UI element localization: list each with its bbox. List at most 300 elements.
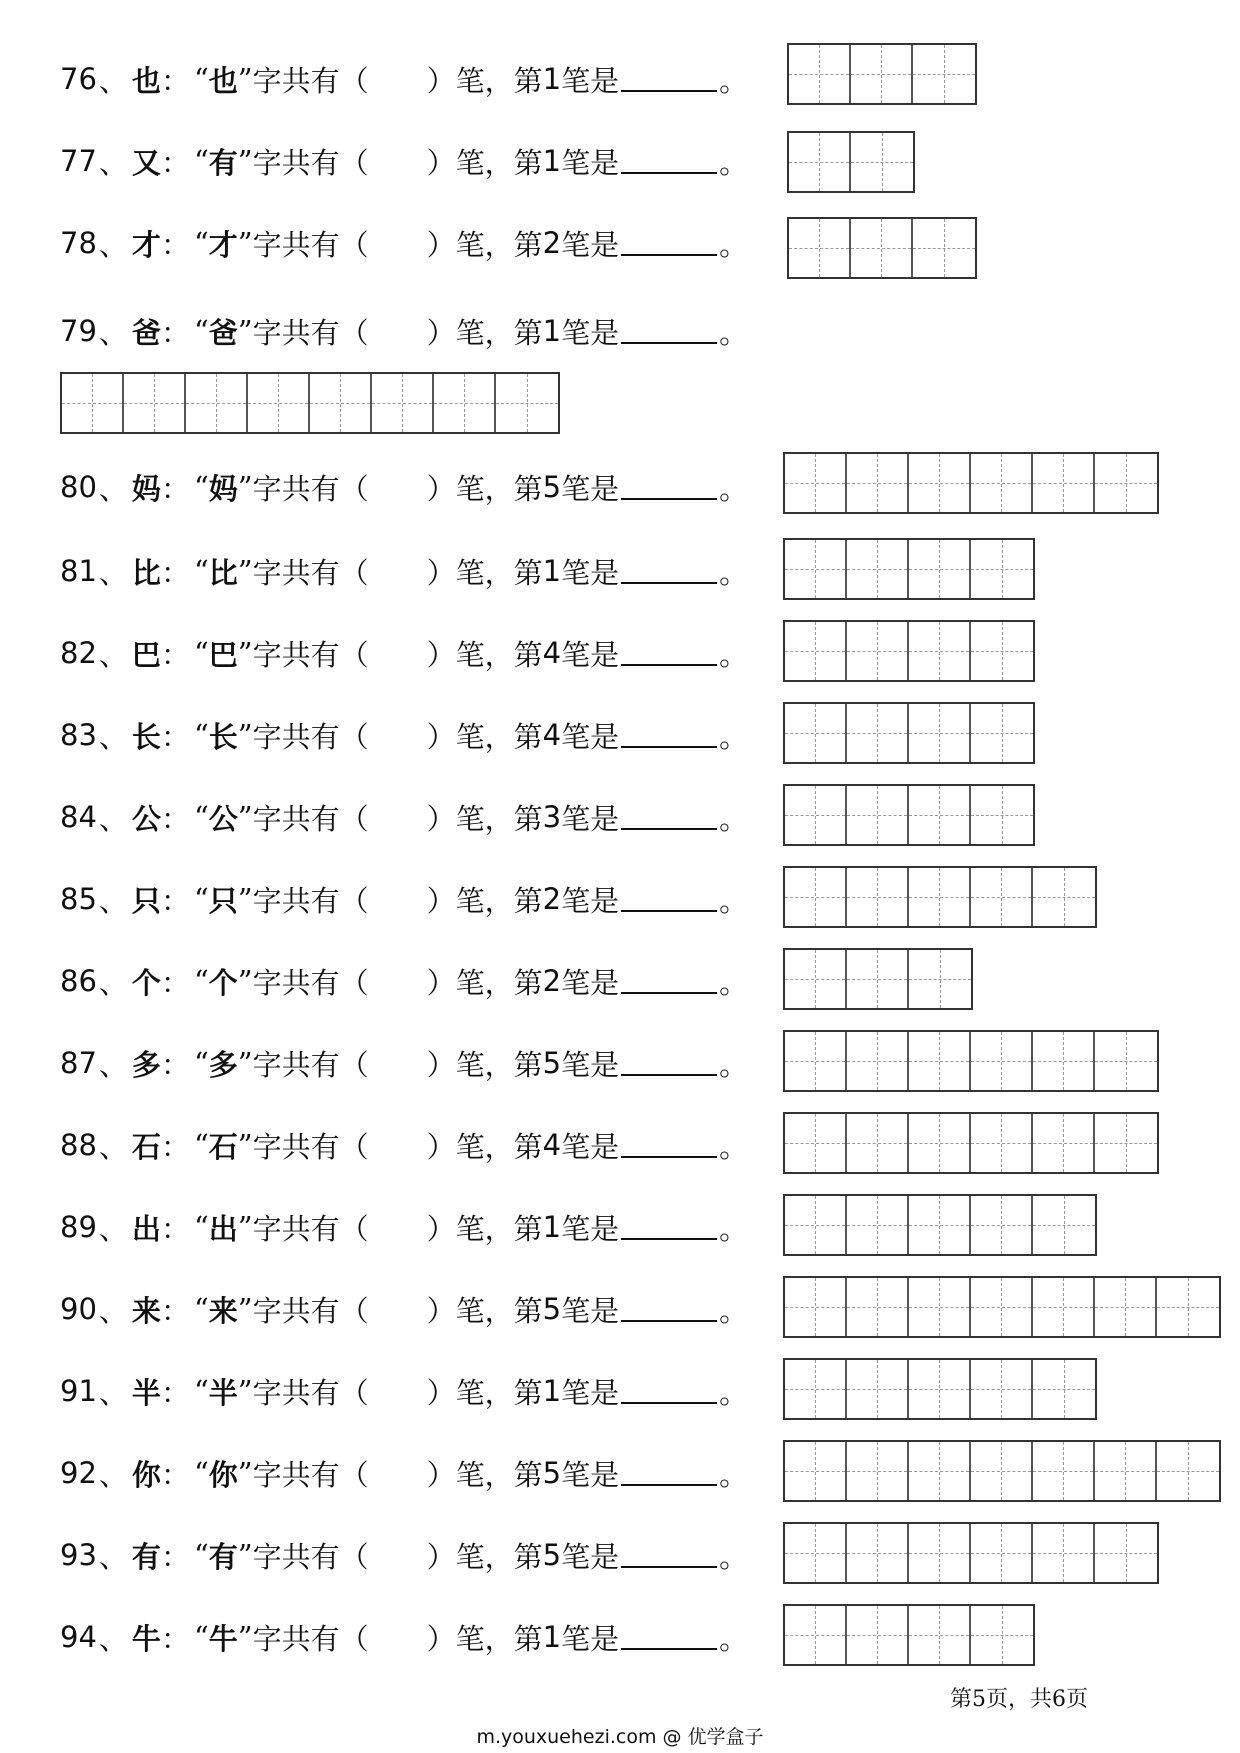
separator: 、 (98, 1211, 128, 1246)
writing-grid (787, 131, 915, 193)
close-quote: ” (237, 718, 253, 752)
stroke-order-label: ）笔，第 (426, 1047, 543, 1082)
close-quote: ” (237, 1620, 253, 1654)
stroke-index: 2 (542, 226, 562, 260)
stroke-answer-blank[interactable] (621, 1214, 717, 1240)
stroke-index: 5 (542, 1456, 562, 1490)
colon: ： (160, 883, 190, 918)
separator: 、 (98, 965, 128, 1000)
question-text (60, 1360, 780, 1422)
grid-cell[interactable] (909, 1606, 971, 1664)
stroke-answer-blank[interactable] (621, 318, 717, 344)
question-text (60, 1442, 780, 1504)
close-quote: ” (237, 1456, 253, 1490)
stroke-word: 笔是 (561, 63, 620, 98)
stroke-order-label: ）笔，第 (426, 637, 543, 672)
grid-cell[interactable] (971, 1524, 1033, 1582)
target-character: 你 (131, 1457, 161, 1492)
stroke-order-label: ）笔，第 (426, 1129, 543, 1164)
grid-cell[interactable] (909, 1360, 971, 1418)
colon: ： (160, 1293, 190, 1328)
question-number: 89 (60, 1210, 97, 1244)
grid-cell[interactable] (785, 622, 847, 680)
grid-cell[interactable] (909, 1032, 971, 1090)
colon: ： (160, 801, 190, 836)
grid-cell[interactable] (785, 454, 847, 512)
target-character: 石 (131, 1129, 161, 1164)
writing-grid (60, 372, 560, 434)
quoted-character: 多 (208, 1047, 238, 1082)
quoted-character: 来 (208, 1293, 238, 1328)
grid-cell[interactable] (785, 1196, 847, 1254)
close-quote: ” (237, 1292, 253, 1326)
question-number: 87 (60, 1046, 97, 1080)
stroke-answer-blank[interactable] (621, 1460, 717, 1486)
period: 。 (719, 1621, 749, 1656)
grid-cell[interactable] (851, 45, 913, 103)
grid-cell[interactable] (847, 1278, 909, 1336)
quoted-character: 你 (208, 1457, 238, 1492)
question-text (60, 540, 780, 602)
close-quote: ” (237, 62, 253, 96)
grid-cell[interactable] (1095, 1442, 1157, 1500)
separator: 、 (98, 1539, 128, 1574)
stroke-word: 笔是 (561, 1293, 620, 1328)
question-text (60, 1524, 780, 1586)
stroke-answer-blank[interactable] (621, 1542, 717, 1568)
grid-cell[interactable] (785, 868, 847, 926)
stroke-answer-blank[interactable] (621, 66, 717, 92)
grid-cell[interactable] (1095, 1278, 1157, 1336)
total-strokes-label: 字共有（ (252, 145, 369, 180)
close-quote: ” (237, 144, 253, 178)
separator: 、 (98, 1293, 128, 1328)
grid-cell[interactable] (847, 1360, 909, 1418)
stroke-answer-blank[interactable] (621, 1296, 717, 1322)
grid-cell[interactable] (1095, 1114, 1157, 1172)
stroke-order-label: ）笔，第 (426, 145, 543, 180)
grid-cell[interactable] (434, 374, 496, 432)
grid-cell[interactable] (971, 454, 1033, 512)
writing-grid (783, 1522, 1159, 1584)
stroke-answer-blank[interactable] (621, 1624, 717, 1650)
grid-cell[interactable] (785, 704, 847, 762)
total-strokes-label: 字共有（ (252, 1129, 369, 1164)
quoted-character: 牛 (208, 1621, 238, 1656)
target-character: 才 (131, 227, 161, 262)
stroke-order-label: ）笔，第 (426, 227, 543, 262)
stroke-index: 1 (542, 1210, 562, 1244)
colon: ： (160, 1539, 190, 1574)
quoted-character: 只 (208, 883, 238, 918)
colon: ： (160, 1457, 190, 1492)
stroke-word: 笔是 (561, 1129, 620, 1164)
open-quote: “ (193, 882, 209, 916)
open-quote: “ (193, 470, 209, 504)
period: 。 (719, 471, 749, 506)
stroke-answer-blank[interactable] (621, 886, 717, 912)
stroke-answer-blank[interactable] (621, 1378, 717, 1404)
question-number: 86 (60, 964, 97, 998)
grid-cell[interactable] (785, 786, 847, 844)
separator: 、 (98, 555, 128, 590)
open-quote: “ (193, 1128, 209, 1162)
grid-cell[interactable] (971, 786, 1033, 844)
colon: ： (160, 637, 190, 672)
open-quote: “ (193, 226, 209, 260)
grid-cell[interactable] (1157, 1442, 1219, 1500)
total-strokes-label: 字共有（ (252, 1457, 369, 1492)
grid-cell[interactable] (1033, 1196, 1095, 1254)
writing-grid (783, 1030, 1159, 1092)
grid-cell[interactable] (909, 1524, 971, 1582)
grid-cell[interactable] (1033, 1032, 1095, 1090)
period: 。 (719, 1457, 749, 1492)
grid-cell[interactable] (496, 374, 558, 432)
target-character: 有 (131, 1539, 161, 1574)
grid-cell[interactable] (1033, 868, 1095, 926)
grid-cell[interactable] (909, 786, 971, 844)
period: 。 (719, 1211, 749, 1246)
stroke-order-label: ）笔，第 (426, 1375, 543, 1410)
grid-cell[interactable] (909, 454, 971, 512)
question-number: 79 (60, 314, 97, 348)
grid-cell[interactable] (847, 704, 909, 762)
grid-cell[interactable] (1033, 1442, 1095, 1500)
stroke-answer-blank[interactable] (621, 640, 717, 666)
stroke-word: 笔是 (561, 637, 620, 672)
question-text (60, 300, 780, 362)
grid-cell[interactable] (785, 1606, 847, 1664)
stroke-answer-blank[interactable] (621, 558, 717, 584)
grid-cell[interactable] (785, 1032, 847, 1090)
grid-cell[interactable] (785, 1524, 847, 1582)
total-strokes-label: 字共有（ (252, 1539, 369, 1574)
grid-cell[interactable] (909, 1442, 971, 1500)
grid-cell[interactable] (1095, 1032, 1157, 1090)
writing-grid (783, 620, 1035, 682)
close-quote: ” (237, 800, 253, 834)
writing-grid (783, 1440, 1221, 1502)
period: 。 (719, 637, 749, 672)
total-strokes-label: 字共有（ (252, 63, 369, 98)
question-number: 84 (60, 800, 97, 834)
close-quote: ” (237, 1210, 253, 1244)
stroke-answer-blank[interactable] (621, 1132, 717, 1158)
target-character: 公 (131, 801, 161, 836)
colon: ： (160, 1621, 190, 1656)
question-number: 93 (60, 1538, 97, 1572)
writing-grid (783, 948, 973, 1010)
grid-cell[interactable] (186, 374, 248, 432)
grid-cell[interactable] (1033, 454, 1095, 512)
stroke-order-label: ）笔，第 (426, 1211, 543, 1246)
total-strokes-label: 字共有（ (252, 227, 369, 262)
grid-cell[interactable] (913, 45, 975, 103)
grid-cell[interactable] (847, 868, 909, 926)
stroke-word: 笔是 (561, 227, 620, 262)
question-text (60, 130, 780, 192)
writing-grid (783, 1112, 1159, 1174)
separator: 、 (98, 145, 128, 180)
grid-cell[interactable] (372, 374, 434, 432)
open-quote: “ (193, 314, 209, 348)
question-text (60, 456, 780, 518)
stroke-index: 5 (542, 1046, 562, 1080)
grid-cell[interactable] (909, 540, 971, 598)
total-strokes-label: 字共有（ (252, 965, 369, 1000)
grid-cell[interactable] (785, 540, 847, 598)
stroke-order-label: ）笔，第 (426, 1457, 543, 1492)
grid-cell[interactable] (785, 950, 847, 1008)
grid-cell[interactable] (971, 1278, 1033, 1336)
grid-cell[interactable] (785, 1442, 847, 1500)
total-strokes-label: 字共有（ (252, 883, 369, 918)
grid-cell[interactable] (847, 1196, 909, 1254)
question-text (60, 868, 780, 930)
grid-cell[interactable] (847, 950, 909, 1008)
grid-cell[interactable] (971, 1196, 1033, 1254)
open-quote: “ (193, 1292, 209, 1326)
stroke-answer-blank[interactable] (621, 148, 717, 174)
open-quote: “ (193, 1620, 209, 1654)
grid-cell[interactable] (971, 868, 1033, 926)
target-character: 巴 (131, 637, 161, 672)
period: 。 (719, 1129, 749, 1164)
stroke-word: 笔是 (561, 1621, 620, 1656)
quoted-character: 也 (208, 63, 238, 98)
open-quote: “ (193, 1210, 209, 1244)
question-text (60, 704, 780, 766)
colon: ： (160, 965, 190, 1000)
stroke-order-label: ）笔，第 (426, 719, 543, 754)
question-number: 90 (60, 1292, 97, 1326)
open-quote: “ (193, 718, 209, 752)
period: 。 (719, 63, 749, 98)
stroke-word: 笔是 (561, 883, 620, 918)
close-quote: ” (237, 1128, 253, 1162)
open-quote: “ (193, 554, 209, 588)
grid-cell[interactable] (971, 622, 1033, 680)
question-text (60, 48, 780, 110)
grid-cell[interactable] (971, 1360, 1033, 1418)
stroke-index: 3 (542, 800, 562, 834)
grid-cell[interactable] (789, 133, 851, 191)
target-character: 比 (131, 555, 161, 590)
grid-cell[interactable] (1033, 1524, 1095, 1582)
target-character: 妈 (131, 471, 161, 506)
grid-cell[interactable] (909, 1196, 971, 1254)
total-strokes-label: 字共有（ (252, 1211, 369, 1246)
period: 。 (719, 1539, 749, 1574)
grid-cell[interactable] (847, 540, 909, 598)
grid-cell[interactable] (124, 374, 186, 432)
question-text (60, 1196, 780, 1258)
quoted-character: 爸 (208, 315, 238, 350)
grid-cell[interactable] (1095, 454, 1157, 512)
grid-cell[interactable] (785, 1360, 847, 1418)
grid-cell[interactable] (847, 454, 909, 512)
stroke-word: 笔是 (561, 965, 620, 1000)
separator: 、 (98, 315, 128, 350)
quoted-character: 才 (208, 227, 238, 262)
target-character: 只 (131, 883, 161, 918)
grid-cell[interactable] (971, 704, 1033, 762)
stroke-index: 5 (542, 470, 562, 504)
quoted-character: 有 (208, 1539, 238, 1574)
grid-cell[interactable] (1033, 1114, 1095, 1172)
quoted-character: 妈 (208, 471, 238, 506)
stroke-answer-blank[interactable] (621, 722, 717, 748)
stroke-answer-blank[interactable] (621, 230, 717, 256)
close-quote: ” (237, 636, 253, 670)
question-number: 76 (60, 62, 97, 96)
period: 。 (719, 1293, 749, 1328)
question-number: 92 (60, 1456, 97, 1490)
separator: 、 (98, 801, 128, 836)
stroke-index: 4 (542, 718, 562, 752)
colon: ： (160, 227, 190, 262)
grid-cell[interactable] (785, 1278, 847, 1336)
stroke-answer-blank[interactable] (621, 1050, 717, 1076)
stroke-answer-blank[interactable] (621, 804, 717, 830)
period: 。 (719, 555, 749, 590)
question-number: 85 (60, 882, 97, 916)
question-number: 91 (60, 1374, 97, 1408)
period: 。 (719, 1375, 749, 1410)
stroke-order-label: ）笔，第 (426, 801, 543, 836)
target-character: 个 (131, 965, 161, 1000)
grid-cell[interactable] (310, 374, 372, 432)
stroke-order-label: ）笔，第 (426, 555, 543, 590)
close-quote: ” (237, 1046, 253, 1080)
grid-cell[interactable] (847, 1524, 909, 1582)
writing-grid (783, 1358, 1097, 1420)
stroke-order-label: ）笔，第 (426, 883, 543, 918)
grid-cell[interactable] (971, 1114, 1033, 1172)
stroke-answer-blank[interactable] (621, 968, 717, 994)
target-character: 长 (131, 719, 161, 754)
colon: ： (160, 471, 190, 506)
site-footer: m.youxuehezi.com @ 优学盒子 (476, 1726, 764, 1748)
total-strokes-label: 字共有（ (252, 555, 369, 590)
colon: ： (160, 1047, 190, 1082)
writing-grid (783, 702, 1035, 764)
stroke-word: 笔是 (561, 1539, 620, 1574)
close-quote: ” (237, 314, 253, 348)
question-text (60, 1032, 780, 1094)
close-quote: ” (237, 226, 253, 260)
writing-grid (783, 1276, 1221, 1338)
grid-cell[interactable] (248, 374, 310, 432)
stroke-order-label: ）笔，第 (426, 471, 543, 506)
grid-cell[interactable] (847, 1032, 909, 1090)
grid-cell[interactable] (62, 374, 124, 432)
target-character: 半 (131, 1375, 161, 1410)
grid-cell[interactable] (1095, 1524, 1157, 1582)
target-character: 出 (131, 1211, 161, 1246)
question-text (60, 212, 780, 274)
total-strokes-label: 字共有（ (252, 637, 369, 672)
grid-cell[interactable] (913, 219, 975, 277)
close-quote: ” (237, 1374, 253, 1408)
grid-cell[interactable] (785, 1114, 847, 1172)
grid-cell[interactable] (909, 1278, 971, 1336)
colon: ： (160, 1375, 190, 1410)
writing-grid (787, 217, 977, 279)
grid-cell[interactable] (1157, 1278, 1219, 1336)
grid-cell[interactable] (1033, 1278, 1095, 1336)
stroke-index: 1 (542, 314, 562, 348)
writing-grid (783, 1194, 1097, 1256)
total-strokes-label: 字共有（ (252, 471, 369, 506)
total-strokes-label: 字共有（ (252, 1293, 369, 1328)
stroke-word: 笔是 (561, 1375, 620, 1410)
grid-cell[interactable] (909, 622, 971, 680)
stroke-index: 2 (542, 882, 562, 916)
close-quote: ” (237, 964, 253, 998)
grid-cell[interactable] (971, 1032, 1033, 1090)
question-text (60, 1114, 780, 1176)
grid-cell[interactable] (971, 1442, 1033, 1500)
question-number: 82 (60, 636, 97, 670)
question-number: 78 (60, 226, 97, 260)
separator: 、 (98, 719, 128, 754)
grid-cell[interactable] (851, 133, 913, 191)
stroke-word: 笔是 (561, 315, 620, 350)
question-number: 83 (60, 718, 97, 752)
stroke-answer-blank[interactable] (621, 474, 717, 500)
grid-cell[interactable] (971, 540, 1033, 598)
question-number: 94 (60, 1620, 97, 1654)
grid-cell[interactable] (909, 1114, 971, 1172)
quoted-character: 长 (208, 719, 238, 754)
question-number: 80 (60, 470, 97, 504)
period: 。 (719, 965, 749, 1000)
grid-cell[interactable] (909, 868, 971, 926)
grid-cell[interactable] (789, 45, 851, 103)
grid-cell[interactable] (847, 1114, 909, 1172)
grid-cell[interactable] (909, 704, 971, 762)
open-quote: “ (193, 964, 209, 998)
target-character: 爸 (131, 315, 161, 350)
total-strokes-label: 字共有（ (252, 1375, 369, 1410)
stroke-index: 5 (542, 1538, 562, 1572)
colon: ： (160, 63, 190, 98)
separator: 、 (98, 1129, 128, 1164)
grid-cell[interactable] (847, 1442, 909, 1500)
stroke-word: 笔是 (561, 555, 620, 590)
colon: ： (160, 145, 190, 180)
grid-cell[interactable] (909, 950, 971, 1008)
grid-cell[interactable] (1033, 1360, 1095, 1418)
question-number: 81 (60, 554, 97, 588)
period: 。 (719, 315, 749, 350)
open-quote: “ (193, 1374, 209, 1408)
colon: ： (160, 315, 190, 350)
separator: 、 (98, 1047, 128, 1082)
period: 。 (719, 719, 749, 754)
separator: 、 (98, 1457, 128, 1492)
question-text (60, 786, 780, 848)
grid-cell[interactable] (789, 219, 851, 277)
grid-cell[interactable] (851, 219, 913, 277)
open-quote: “ (193, 1538, 209, 1572)
grid-cell[interactable] (847, 1606, 909, 1664)
grid-cell[interactable] (971, 1606, 1033, 1664)
grid-cell[interactable] (847, 622, 909, 680)
grid-cell[interactable] (847, 786, 909, 844)
